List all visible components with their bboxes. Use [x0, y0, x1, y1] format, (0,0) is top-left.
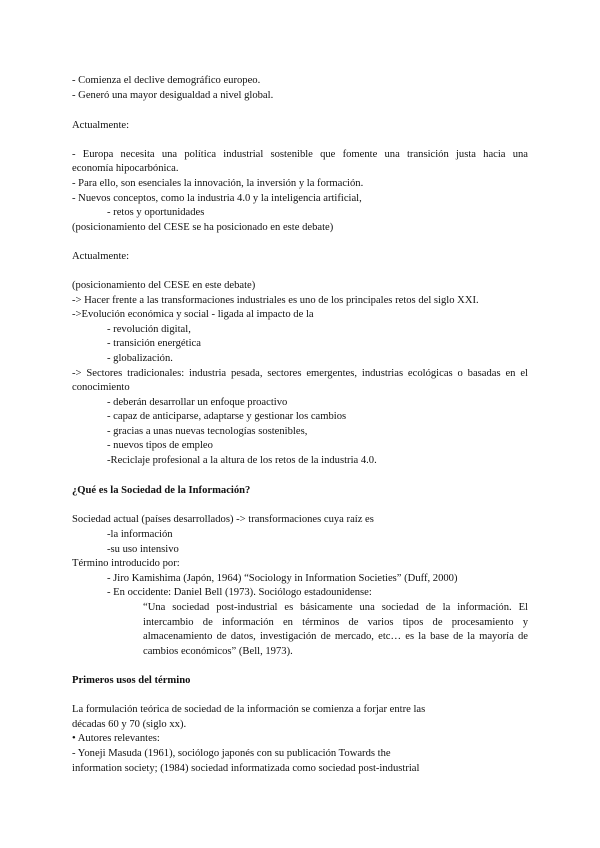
europe-policy-line-1: - Europa necesita una política industrial sostenible que fomente una transición justa hacia una [72, 149, 528, 160]
anticipate-item: - capaz de anticiparse, adaptarse y gestionar los cambios [107, 411, 347, 422]
bell-quote-line-4: cambios económicos” (Bell, 1973). [143, 646, 293, 657]
section-heading-currently-1: Actualmente: [72, 120, 130, 131]
bell-item: - En occidente: Daniel Bell (1973). Sociólogo estadounidense: [107, 587, 372, 598]
masuda-line-2: information society; (1984) sociedad informatizada como sociedad post-industrial [72, 763, 420, 774]
information-item: -la información [107, 529, 173, 540]
globalization-item: - globalización. [107, 353, 173, 364]
proactive-approach-item: - deberán desarrollar un enfoque proactivo [107, 397, 288, 408]
consequence-line-2: - Generó una mayor desigualdad a nivel global. [72, 90, 274, 101]
bell-quote-line-2: intercambio de información en términos de varios tipos de procesamiento y [143, 617, 528, 628]
reskilling-item: -Reciclaje profesional a la altura de los retos de la industria 4.0. [107, 455, 377, 466]
kamishima-item: - Jiro Kamishima (Japón, 1964) “Sociology in Information Societies” (Duff, 2000) [107, 573, 458, 584]
consequence-line-1: - Comienza el declive demográfico europeo. [72, 75, 261, 86]
traditional-sectors-line-2: conocimiento [72, 382, 130, 393]
formulation-line-1: La formulación teórica de sociedad de la información se comienza a forjar entre las [72, 704, 426, 715]
cese-position-line: (posicionamiento del CESE se ha posicionado en este debate) [72, 222, 334, 233]
current-society-line: Sociedad actual (países desarrollados) -> transformaciones cuya raíz es [72, 514, 374, 525]
innovation-line: - Para ello, son esenciales la innovación, la inversión y la formación. [72, 178, 364, 189]
industrial-transformations-line: -> Hacer frente a las transformaciones industriales es uno de los principales retos del siglo XXI. [72, 295, 479, 306]
heading-information-society: ¿Qué es la Sociedad de la Información? [72, 485, 251, 496]
europe-policy-line-2: economía hipocarbónica. [72, 163, 179, 174]
energy-transition-item: - transición energética [107, 338, 201, 349]
term-introduced-line: Término introducido por: [72, 558, 180, 569]
traditional-sectors-line-1: -> Sectores tradicionales: industria pesada, sectores emergentes, industrias ecológicas o basadas en el [72, 368, 528, 379]
sustainable-tech-item: - gracias a unas nuevas tecnologías sostenibles, [107, 426, 308, 437]
cese-debate-line: (posicionamiento del CESE en este debate) [72, 280, 256, 291]
relevant-authors-line: • Autores relevantes: [72, 733, 160, 744]
formulation-line-2: décadas 60 y 70 (siglo xx). [72, 719, 187, 730]
masuda-line-1: - Yoneji Masuda (1961), sociólogo japonés con su publicación Towards the [72, 748, 391, 759]
new-concepts-line: - Nuevos conceptos, como la industria 4.0 y la inteligencia artificial, [72, 193, 362, 204]
intensive-use-item: -su uso intensivo [107, 544, 179, 555]
section-heading-currently-2: Actualmente: [72, 251, 130, 262]
heading-first-uses: Primeros usos del término [72, 675, 191, 686]
economic-evolution-line: ->Evolución económica y social - ligada al impacto de la [72, 309, 314, 320]
bell-quote-line-1: “Una sociedad post-industrial es básicamente una sociedad de la información. El [143, 602, 528, 613]
challenges-line: - retos y oportunidades [107, 207, 205, 218]
digital-revolution-item: - revolución digital, [107, 324, 191, 335]
bell-quote-line-3: almacenamiento de datos, investigación de mercado, etc… es la base de la mayoría de [143, 631, 528, 642]
new-jobs-item: - nuevos tipos de empleo [107, 440, 213, 451]
